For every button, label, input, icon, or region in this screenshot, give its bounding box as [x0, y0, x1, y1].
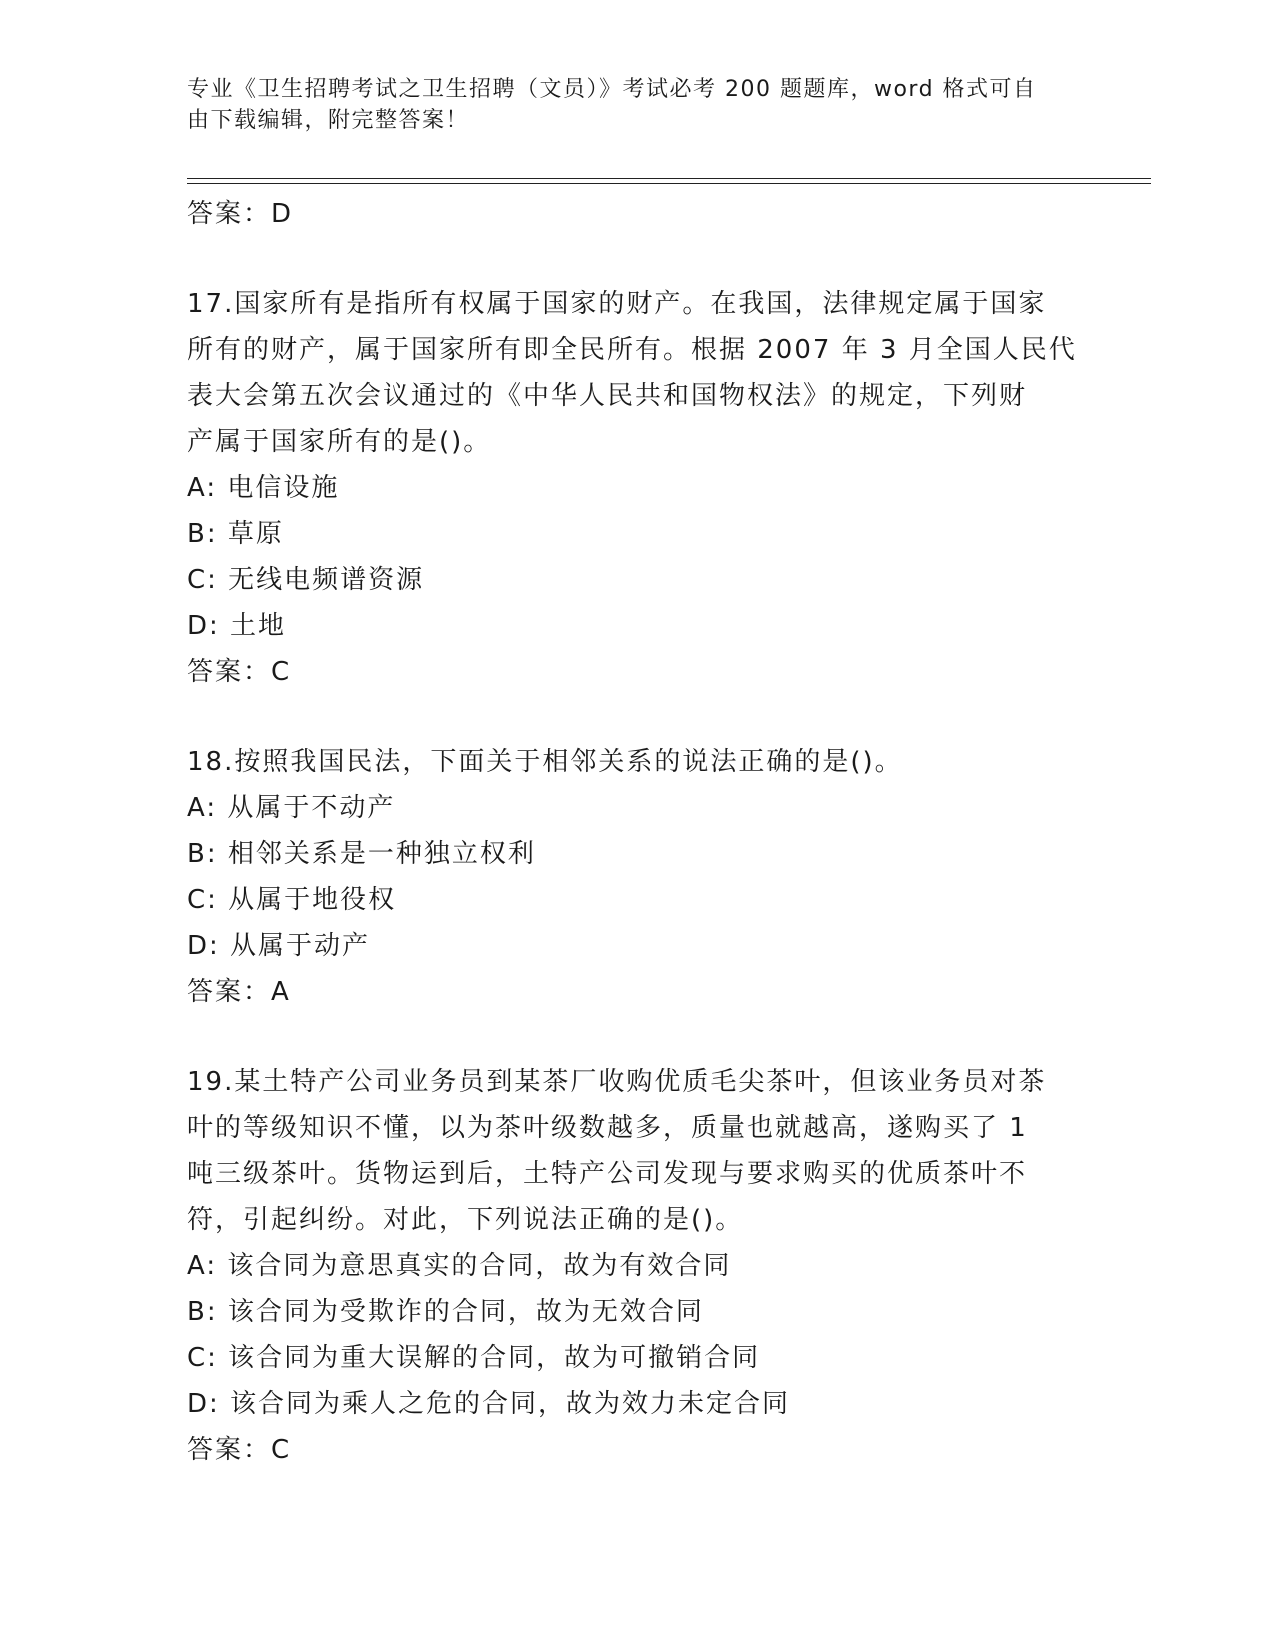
header-line-1: 专业《卫生招聘考试之卫生招聘（文员）》考试必考 200 题题库，word 格式可自 [187, 77, 1037, 102]
page-header [187, 74, 1087, 136]
option-c: C: 该合同为重大误解的合同，故为可撤销合同 [187, 1343, 761, 1373]
question-stem-line: 18.按照我国民法，下面关于相邻关系的说法正确的是()。 [187, 747, 903, 777]
option-d: D: 该合同为乘人之危的合同，故为效力未定合同 [187, 1389, 791, 1419]
question-17 [187, 281, 1087, 695]
question-stem-line: 产属于国家所有的是()。 [187, 427, 492, 457]
option-c: C: 从属于地役权 [187, 885, 397, 915]
question-stem-line: 符，引起纠纷。对此，下列说法正确的是()。 [187, 1205, 744, 1235]
option-b: B: 该合同为受欺诈的合同，故为无效合同 [187, 1297, 704, 1327]
option-a: A: 电信设施 [187, 473, 340, 503]
answer: 答案：C [187, 1435, 292, 1465]
document-body [187, 191, 1087, 1473]
option-d: D: 土地 [187, 611, 287, 641]
option-b: B: 草原 [187, 519, 284, 549]
question-18 [187, 739, 1087, 1015]
question-stem-line: 表大会第五次会议通过的《中华人民共和国物权法》的规定，下列财 [187, 381, 1028, 411]
question-19 [187, 1059, 1087, 1473]
previous-answer: 答案：D [187, 199, 294, 229]
header-divider [187, 178, 1151, 184]
option-a: A: 从属于不动产 [187, 793, 396, 823]
option-b: B: 相邻关系是一种独立权利 [187, 839, 536, 869]
question-stem-line: 叶的等级知识不懂，以为茶叶级数越多，质量也就越高，遂购买了 1 [187, 1113, 1028, 1143]
option-d: D: 从属于动产 [187, 931, 371, 961]
answer: 答案：C [187, 657, 292, 687]
answer: 答案：A [187, 977, 291, 1007]
question-stem-line: 19.某土特产公司业务员到某茶厂收购优质毛尖茶叶，但该业务员对茶 [187, 1067, 1047, 1097]
option-c: C: 无线电频谱资源 [187, 565, 425, 595]
header-line-2: 由下载编辑，附完整答案！ [187, 108, 470, 133]
option-a: A: 该合同为意思真实的合同，故为有效合同 [187, 1251, 732, 1281]
question-stem-line: 17.国家所有是指所有权属于国家的财产。在我国，法律规定属于国家 [187, 289, 1047, 319]
question-stem-line: 所有的财产，属于国家所有即全民所有。根据 2007 年 3 月全国人民代 [187, 335, 1077, 365]
question-stem-line: 吨三级茶叶。货物运到后，土特产公司发现与要求购买的优质茶叶不 [187, 1159, 1028, 1189]
